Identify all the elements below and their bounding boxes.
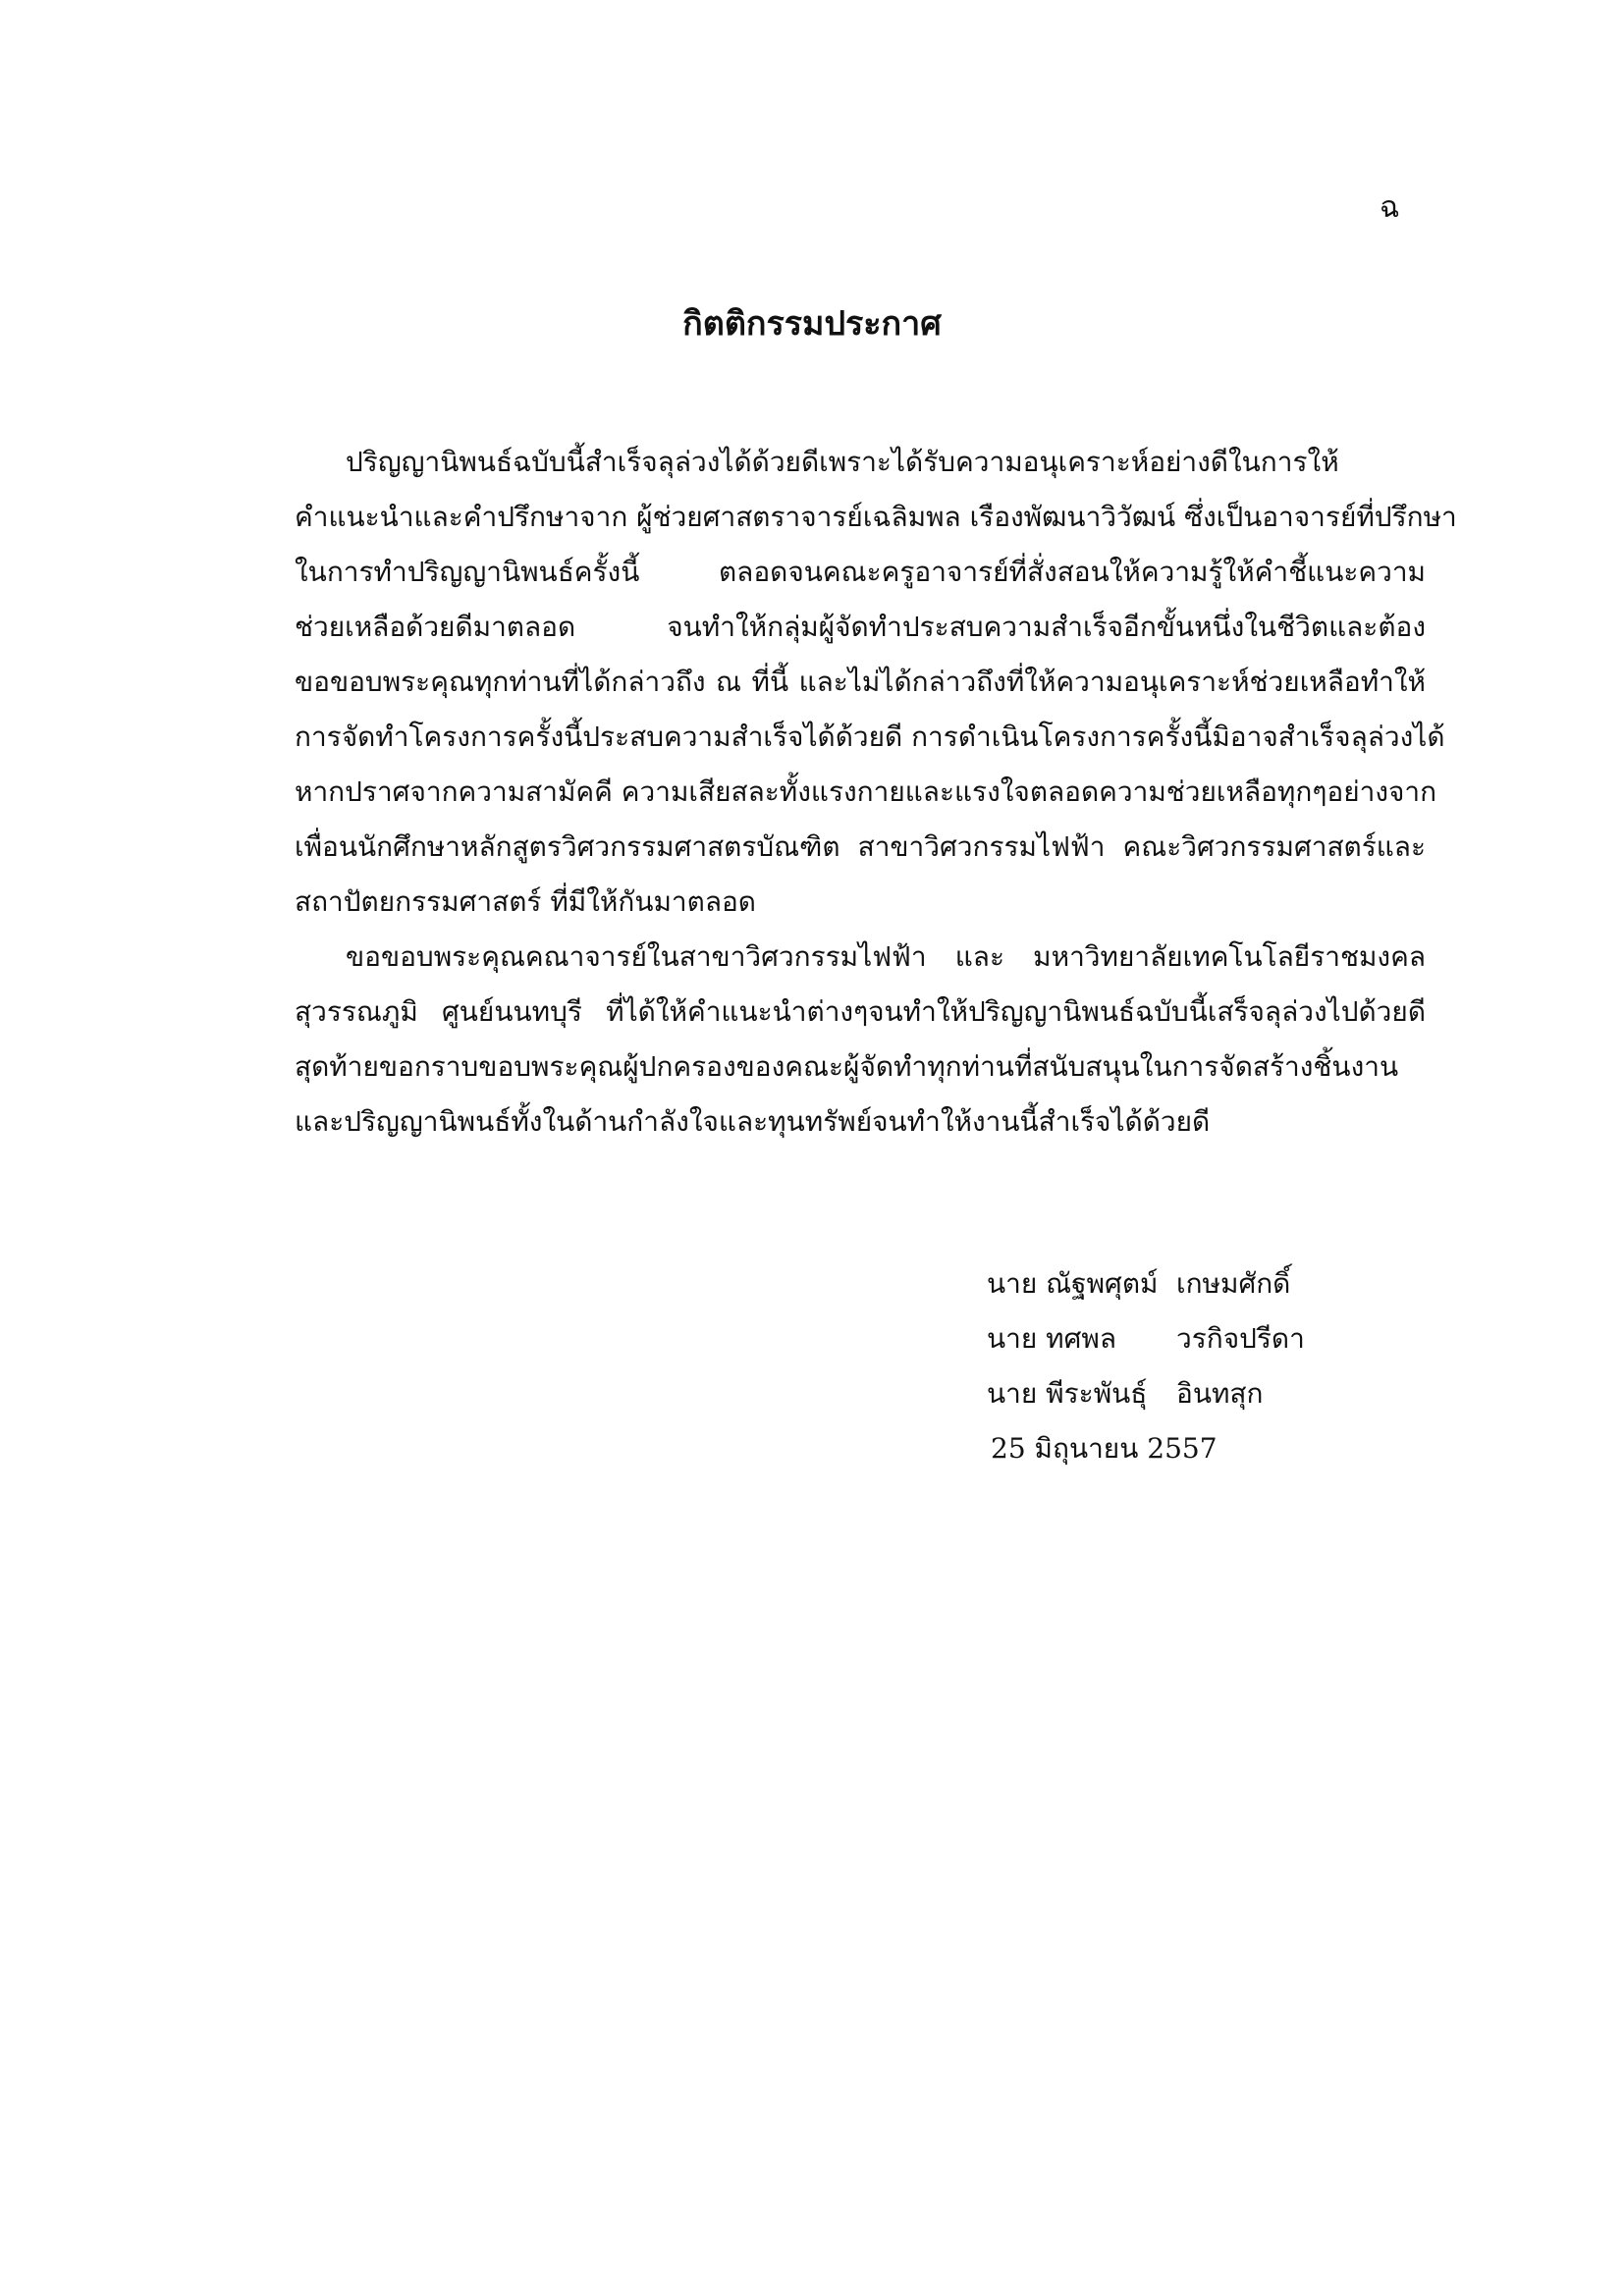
signatory-first-name: นาย ทศพล [987, 1322, 1117, 1355]
signatory-first-name: นาย ณัฐพศุตม์ [987, 1267, 1159, 1300]
page-number: ฉ [1380, 190, 1400, 225]
page-title: กิตติกรรมประกาศ [682, 304, 942, 344]
paragraph-2-line: สุดท้ายขอกราบขอบพระคุณผู้ปกครองของคณะผู้จัดทำทุกท่านที่สนับสนุนในการจัดสร้างชิ้นงาน [295, 1050, 1399, 1083]
signatory-row [987, 1366, 1399, 1421]
paragraph-1-line: คำแนะนำและคำปรึกษาจาก ผู้ช่วยศาสตราจารย์เฉลิมพล เรืองพัฒนาวิวัฒน์ ซึ่งเป็นอาจารย์ที่ปรึกษา [295, 501, 1457, 533]
paragraph-2-line: และปริญญานิพนธ์ทั้งในด้านกำลังใจและทุนทรัพย์จนทำให้งานนี้สำเร็จได้ด้วยดี [295, 1105, 1211, 1138]
signatory-last-name: อินทสุก [1176, 1377, 1264, 1410]
paragraph-1-line: ในการทำปริญญานิพนธ์ครั้งนี้ ตลอดจนคณะครูอาจารย์ที่สั่งสอนให้ความรู้ให้คำชี้แนะความ [295, 556, 1426, 588]
paragraph-1-line: สถาปัตยกรรมศาสตร์ ที่มีให้กันมาตลอด [295, 885, 756, 918]
paragraph-1-line: ปริญญานิพนธ์ฉบับนี้สำเร็จลุล่วงได้ด้วยดีเพราะได้รับความอนุเคราะห์อย่างดีในการให้ [346, 446, 1339, 478]
paragraph-2-line: ขอขอบพระคุณคณาจารย์ในสาขาวิศวกรรมไฟฟ้า และ มหาวิทยาลัยเทคโนโลยีราชมงคล [346, 940, 1426, 973]
paragraph-1-line: ช่วยเหลือด้วยดีมาตลอด จนทำให้กลุ่มผู้จัดทำประสบความสำเร็จอีกขั้นหนึ่งในชีวิตและต้อง [295, 611, 1426, 643]
signatory-last-name: วรกิจปรีดา [1176, 1322, 1305, 1355]
paragraph-1-line: การจัดทำโครงการครั้งนี้ประสบความสำเร็จได้ด้วยดี การดำเนินโครงการครั้งนี้มิอาจสำเร็จลุล่วงได้ [295, 721, 1445, 753]
paragraph-1-line: ขอขอบพระคุณทุกท่านที่ได้กล่าวถึง ณ ที่นี้ และไม่ได้กล่าวถึงที่ให้ความอนุเคราะห์ช่วยเหลือทำให้ [295, 666, 1426, 698]
paragraph-1-line: หากปราศจากความสามัคคี ความเสียสละทั้งแรงกายและแรงใจตลอดความช่วยเหลือทุกๆอย่างจาก [295, 775, 1437, 808]
signatory-last-name: เกษมศักดิ์ [1176, 1267, 1291, 1300]
signature-block [987, 1256, 1399, 1476]
signatory-first-name: นาย พีระพันธุ์ [987, 1377, 1148, 1410]
signatory-row [987, 1256, 1399, 1311]
signature-date: 25 มิถุนายน 2557 [991, 1432, 1218, 1465]
acknowledgement-body [295, 435, 1457, 1149]
paragraph-1-line: เพื่อนนักศึกษาหลักสูตรวิศวกรรมศาสตรบัณฑิต สาขาวิศวกรรมไฟฟ้า คณะวิศวกรรมศาสตร์และ [295, 830, 1426, 863]
paragraph-2-line: สุวรรณภูมิ ศูนย์นนทบุรี ที่ได้ให้คำแนะนำต่างๆจนทำให้ปริญญานิพนธ์ฉบับนี้เสร็จลุล่วงไปด้วยดี [295, 995, 1426, 1028]
signatory-row [987, 1311, 1399, 1366]
